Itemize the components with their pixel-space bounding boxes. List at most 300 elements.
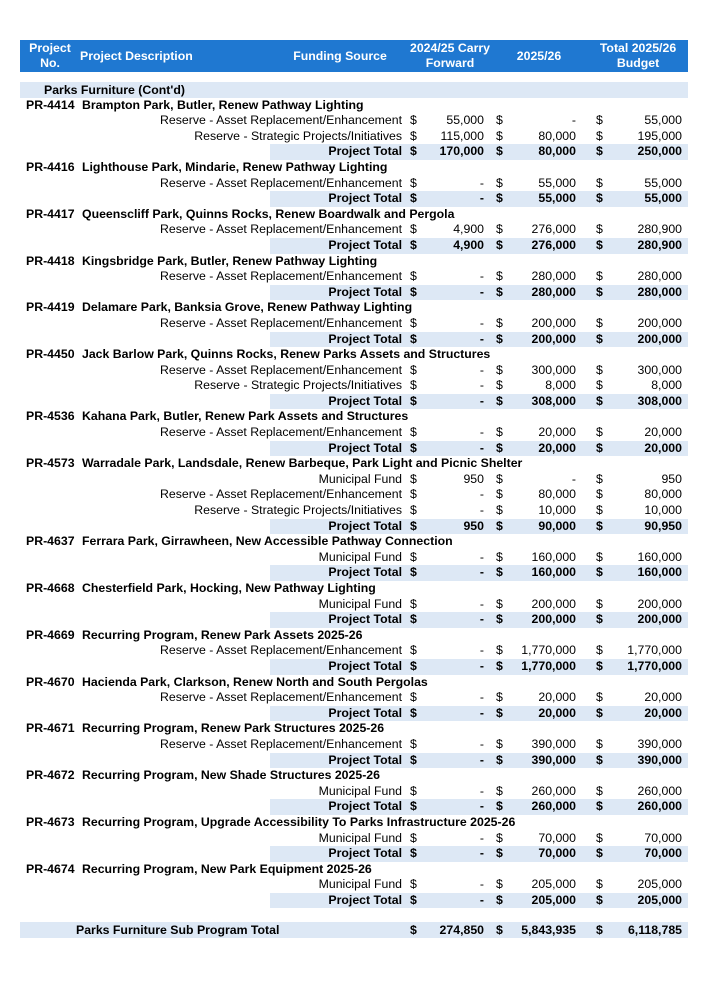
currency-symbol: $ — [410, 892, 417, 907]
project-code: PR-4417 — [26, 206, 75, 221]
funding-source: Municipal Fund — [318, 596, 402, 611]
funding-row — [20, 316, 688, 332]
currency-symbol: $ — [410, 175, 417, 190]
year-value: 1,770,000 — [521, 643, 576, 658]
project-description: Queenscliff Park, Quinns Rocks, Renew Boardwalk and Pergola — [82, 206, 455, 221]
currency-symbol: $ — [596, 471, 603, 486]
year-value: 70,000 — [538, 846, 576, 861]
year-value: 260,000 — [531, 799, 576, 814]
project-total-row — [20, 565, 688, 581]
year-value: 200,000 — [531, 315, 576, 330]
currency-symbol: $ — [496, 690, 503, 705]
project-total-label: Project Total — [328, 144, 402, 159]
project-description: Chesterfield Park, Hocking, New Pathway Lighting — [82, 581, 376, 595]
carry-forward-value: - — [479, 658, 484, 673]
currency-symbol: $ — [496, 736, 503, 751]
currency-symbol: $ — [496, 191, 503, 206]
project-row — [20, 207, 688, 223]
project-total-label: Project Total — [328, 658, 402, 673]
currency-symbol: $ — [596, 315, 603, 330]
year-value: 205,000 — [531, 892, 576, 907]
total-budget-value: 250,000 — [637, 144, 682, 159]
table-header — [20, 40, 688, 72]
total-budget-value: 390,000 — [637, 736, 682, 751]
carry-forward-value: - — [479, 846, 484, 861]
currency-symbol: $ — [596, 440, 603, 455]
total-budget-value: 20,000 — [644, 690, 682, 705]
project-code: PR-4573 — [26, 456, 75, 471]
sub-total-carry-forward: 274,850 — [439, 923, 484, 938]
funding-row — [20, 831, 688, 847]
total-budget-value: 300,000 — [637, 362, 682, 377]
currency-symbol: $ — [596, 705, 603, 720]
currency-symbol: $ — [496, 518, 503, 533]
total-budget-value: 70,000 — [644, 830, 682, 845]
year-value: 20,000 — [538, 425, 576, 440]
currency-symbol: $ — [496, 783, 503, 798]
funding-row — [20, 503, 688, 519]
funding-row — [20, 643, 688, 659]
currency-symbol: $ — [410, 846, 417, 861]
currency-symbol: $ — [596, 362, 603, 377]
project-total-label: Project Total — [328, 191, 402, 206]
currency-symbol: $ — [496, 658, 503, 673]
year-value: 20,000 — [538, 690, 576, 705]
project-description: Hacienda Park, Clarkson, Renew North and South Pergolas — [82, 674, 428, 689]
project-total-row — [20, 846, 688, 862]
project-description: Recurring Program, New Shade Structures 2025-26 — [82, 768, 380, 783]
project-rows — [20, 98, 688, 909]
currency-symbol: $ — [596, 783, 603, 798]
currency-symbol: $ — [596, 425, 603, 440]
currency-symbol: $ — [596, 565, 603, 580]
currency-symbol: $ — [496, 487, 503, 502]
project-total-label: Project Total — [328, 331, 402, 346]
carry-forward-value: - — [479, 596, 484, 611]
year-value: - — [571, 113, 576, 128]
funding-source: Reserve - Asset Replacement/Enhancement — [160, 643, 402, 658]
header-total-budget: Total 2025/26 Budget — [599, 41, 677, 70]
funding-source: Municipal Fund — [318, 783, 402, 798]
year-value: 55,000 — [538, 191, 576, 206]
total-budget-value: 950 — [661, 471, 682, 486]
year-value: 80,000 — [538, 487, 576, 502]
carry-forward-value: - — [479, 643, 484, 658]
total-budget-value: 280,000 — [637, 269, 682, 284]
section-title: Parks Furniture (Cont'd) — [44, 83, 185, 97]
currency-symbol: $ — [496, 565, 503, 580]
project-total-row — [20, 394, 688, 410]
project-total-row — [20, 285, 688, 301]
section-title-band — [20, 82, 688, 98]
year-value: 200,000 — [531, 596, 576, 611]
funding-source: Reserve - Asset Replacement/Enhancement — [160, 362, 402, 377]
funding-row — [20, 487, 688, 503]
funding-row — [20, 472, 688, 488]
currency-symbol: $ — [496, 799, 503, 814]
project-description: Jack Barlow Park, Quinns Rocks, Renew Parks Assets and Structures — [82, 347, 491, 362]
total-budget-value: 8,000 — [651, 378, 682, 393]
carry-forward-value: - — [479, 877, 484, 892]
currency-symbol: $ — [410, 393, 417, 408]
year-value: 390,000 — [531, 752, 576, 767]
carry-forward-value: 115,000 — [440, 128, 484, 143]
header-project-description: Project Description — [80, 48, 193, 63]
project-code: PR-4669 — [26, 627, 75, 642]
project-description: Recurring Program, Renew Park Structures 2025-26 — [82, 721, 385, 736]
funding-source: Reserve - Asset Replacement/Enhancement — [160, 175, 402, 190]
currency-symbol: $ — [596, 612, 603, 627]
project-row — [20, 98, 688, 114]
funding-row — [20, 176, 688, 192]
currency-symbol: $ — [596, 191, 603, 206]
currency-symbol: $ — [410, 128, 417, 143]
year-value: - — [571, 471, 576, 486]
total-budget-value: 205,000 — [637, 877, 682, 892]
project-total-label: Project Total — [328, 393, 402, 408]
currency-symbol: $ — [410, 643, 417, 658]
year-value: 280,000 — [531, 269, 576, 284]
currency-symbol: $ — [496, 549, 503, 564]
project-total-row — [20, 441, 688, 457]
carry-forward-value: - — [479, 752, 484, 767]
currency-symbol: $ — [410, 471, 417, 486]
currency-symbol: $ — [596, 144, 603, 159]
currency-symbol: $ — [496, 892, 503, 907]
carry-forward-value: 950 — [463, 471, 484, 486]
currency-symbol: $ — [410, 549, 417, 564]
year-value: 10,000 — [538, 503, 576, 518]
carry-forward-value: 4,900 — [453, 222, 484, 237]
project-total-label: Project Total — [328, 846, 402, 861]
currency-symbol: $ — [596, 487, 603, 502]
currency-symbol: $ — [596, 549, 603, 564]
currency-symbol: $ — [496, 830, 503, 845]
currency-symbol: $ — [410, 237, 417, 252]
carry-forward-value: - — [479, 315, 484, 330]
currency-symbol: $ — [596, 113, 603, 128]
funding-row — [20, 363, 688, 379]
total-budget-value: 200,000 — [637, 331, 682, 346]
year-value: 70,000 — [538, 830, 576, 845]
project-total-label: Project Total — [328, 892, 402, 907]
year-value: 390,000 — [531, 736, 576, 751]
currency-symbol: $ — [410, 487, 417, 502]
currency-symbol: $ — [596, 237, 603, 252]
year-value: 308,000 — [531, 393, 576, 408]
project-total-label: Project Total — [328, 284, 402, 299]
carry-forward-value: - — [479, 799, 484, 814]
project-total-row — [20, 893, 688, 909]
carry-forward-value: - — [479, 565, 484, 580]
funding-row — [20, 425, 688, 441]
carry-forward-value: - — [479, 175, 484, 190]
currency-symbol: $ — [596, 690, 603, 705]
year-value: 205,000 — [531, 877, 576, 892]
project-row — [20, 534, 688, 550]
carry-forward-value: - — [479, 830, 484, 845]
carry-forward-value: - — [479, 191, 484, 206]
currency-symbol: $ — [496, 425, 503, 440]
project-code: PR-4672 — [26, 768, 75, 783]
carry-forward-value: - — [479, 269, 484, 284]
project-description: Recurring Program, Renew Park Assets 2025-26 — [82, 627, 363, 642]
carry-forward-value: - — [479, 378, 484, 393]
project-total-row — [20, 191, 688, 207]
currency-symbol: $ — [596, 752, 603, 767]
funding-row — [20, 690, 688, 706]
carry-forward-value: - — [479, 549, 484, 564]
currency-symbol: $ — [496, 284, 503, 299]
currency-symbol: $ — [496, 503, 503, 518]
total-budget-value: 160,000 — [637, 549, 682, 564]
budget-table — [20, 40, 688, 938]
currency-symbol: $ — [410, 752, 417, 767]
year-value: 1,770,000 — [521, 658, 576, 673]
total-budget-value: 20,000 — [644, 425, 682, 440]
funding-source: Reserve - Strategic Projects/Initiatives — [194, 128, 402, 143]
carry-forward-value: - — [479, 705, 484, 720]
funding-source: Municipal Fund — [318, 471, 402, 486]
funding-source: Municipal Fund — [318, 549, 402, 564]
carry-forward-value: - — [479, 783, 484, 798]
currency-symbol: $ — [410, 315, 417, 330]
currency-symbol: $ — [496, 175, 503, 190]
funding-source: Municipal Fund — [318, 830, 402, 845]
carry-forward-value: - — [479, 487, 484, 502]
currency-symbol: $ — [596, 269, 603, 284]
currency-symbol: $ — [496, 846, 503, 861]
funding-source: Reserve - Asset Replacement/Enhancement — [160, 736, 402, 751]
currency-symbol: $ — [596, 892, 603, 907]
currency-symbol: $ — [596, 923, 603, 938]
year-value: 20,000 — [538, 705, 576, 720]
project-row — [20, 628, 688, 644]
project-code: PR-4536 — [26, 409, 75, 424]
header-project-no: Project No. — [29, 41, 71, 70]
carry-forward-value: - — [479, 425, 484, 440]
carry-forward-value: 950 — [463, 518, 484, 533]
currency-symbol: $ — [410, 799, 417, 814]
funding-source: Reserve - Asset Replacement/Enhancement — [160, 487, 402, 502]
total-budget-value: 260,000 — [637, 783, 682, 798]
total-budget-value: 308,000 — [637, 393, 682, 408]
project-code: PR-4668 — [26, 581, 75, 595]
total-budget-value: 80,000 — [644, 487, 682, 502]
currency-symbol: $ — [496, 705, 503, 720]
currency-symbol: $ — [596, 175, 603, 190]
project-total-label: Project Total — [328, 565, 402, 580]
year-value: 260,000 — [531, 783, 576, 798]
currency-symbol: $ — [410, 378, 417, 393]
carry-forward-value: - — [479, 393, 484, 408]
project-total-label: Project Total — [328, 518, 402, 533]
project-total-row — [20, 519, 688, 535]
project-total-row — [20, 659, 688, 675]
project-total-label: Project Total — [328, 799, 402, 814]
currency-symbol: $ — [496, 440, 503, 455]
project-row — [20, 721, 688, 737]
project-description: Recurring Program, Upgrade Accessibility To Parks Infrastructure 2025-26 — [82, 814, 516, 829]
currency-symbol: $ — [496, 113, 503, 128]
project-total-row — [20, 144, 688, 160]
currency-symbol: $ — [410, 113, 417, 128]
funding-source: Reserve - Asset Replacement/Enhancement — [160, 690, 402, 705]
project-code: PR-4671 — [26, 721, 75, 736]
sub-total-year: 5,843,935 — [521, 923, 576, 938]
currency-symbol: $ — [496, 378, 503, 393]
project-description: Lighthouse Park, Mindarie, Renew Pathway Lighting — [82, 159, 388, 174]
project-total-row — [20, 612, 688, 628]
currency-symbol: $ — [410, 658, 417, 673]
project-row — [20, 409, 688, 425]
total-budget-value: 280,900 — [637, 222, 682, 237]
year-value: 276,000 — [531, 222, 576, 237]
total-budget-value: 55,000 — [644, 113, 682, 128]
project-description: Recurring Program, New Park Equipment 2025-26 — [82, 861, 372, 876]
year-value: 160,000 — [531, 565, 576, 580]
project-code: PR-4416 — [26, 159, 75, 174]
project-total-row — [20, 238, 688, 254]
project-description: Brampton Park, Butler, Renew Pathway Lighting — [82, 97, 364, 112]
currency-symbol: $ — [410, 222, 417, 237]
project-row — [20, 254, 688, 270]
project-code: PR-4673 — [26, 814, 75, 829]
funding-row — [20, 784, 688, 800]
sub-program-total-label: Parks Furniture Sub Program Total — [76, 923, 280, 938]
funding-row — [20, 877, 688, 893]
total-budget-value: 280,000 — [637, 284, 682, 299]
funding-row — [20, 222, 688, 238]
currency-symbol: $ — [596, 643, 603, 658]
year-value: 55,000 — [538, 175, 576, 190]
total-budget-value: 10,000 — [644, 503, 682, 518]
header-funding-source: Funding Source — [293, 48, 387, 63]
project-row — [20, 456, 688, 472]
project-row — [20, 815, 688, 831]
currency-symbol: $ — [596, 128, 603, 143]
year-value: 280,000 — [531, 284, 576, 299]
total-budget-value: 260,000 — [637, 799, 682, 814]
currency-symbol: $ — [496, 128, 503, 143]
project-total-label: Project Total — [328, 705, 402, 720]
carry-forward-value: - — [479, 362, 484, 377]
project-total-row — [20, 706, 688, 722]
project-total-label: Project Total — [328, 440, 402, 455]
currency-symbol: $ — [596, 846, 603, 861]
currency-symbol: $ — [496, 315, 503, 330]
currency-symbol: $ — [596, 393, 603, 408]
carry-forward-value: - — [479, 284, 484, 299]
currency-symbol: $ — [410, 425, 417, 440]
project-code: PR-4637 — [26, 534, 75, 549]
carry-forward-value: 4,900 — [453, 237, 484, 252]
currency-symbol: $ — [596, 877, 603, 892]
project-code: PR-4418 — [26, 253, 75, 268]
carry-forward-value: 55,000 — [446, 113, 484, 128]
currency-symbol: $ — [410, 144, 417, 159]
total-budget-value: 205,000 — [637, 892, 682, 907]
carry-forward-value: - — [479, 690, 484, 705]
total-budget-value: 195,000 — [637, 128, 682, 143]
carry-forward-value: - — [479, 440, 484, 455]
currency-symbol: $ — [596, 222, 603, 237]
funding-source: Municipal Fund — [318, 877, 402, 892]
currency-symbol: $ — [496, 269, 503, 284]
project-row — [20, 300, 688, 316]
sub-program-total-row — [20, 922, 688, 938]
project-total-row — [20, 753, 688, 769]
project-total-label: Project Total — [328, 612, 402, 627]
funding-row — [20, 129, 688, 145]
currency-symbol: $ — [496, 643, 503, 658]
total-budget-value: 200,000 — [637, 596, 682, 611]
currency-symbol: $ — [410, 705, 417, 720]
total-budget-value: 70,000 — [644, 846, 682, 861]
currency-symbol: $ — [410, 440, 417, 455]
funding-source: Reserve - Asset Replacement/Enhancement — [160, 425, 402, 440]
currency-symbol: $ — [496, 596, 503, 611]
year-value: 80,000 — [538, 128, 576, 143]
funding-source: Reserve - Strategic Projects/Initiatives — [194, 503, 402, 518]
project-description: Ferrara Park, Girrawheen, New Accessible Pathway Connection — [82, 534, 453, 549]
total-budget-value: 160,000 — [637, 565, 682, 580]
header-carry-forward: 2024/25 Carry Forward — [410, 41, 490, 70]
total-budget-value: 390,000 — [637, 752, 682, 767]
project-code: PR-4670 — [26, 674, 75, 689]
currency-symbol: $ — [410, 690, 417, 705]
currency-symbol: $ — [496, 144, 503, 159]
total-budget-value: 1,770,000 — [627, 643, 682, 658]
funding-row — [20, 269, 688, 285]
currency-symbol: $ — [496, 362, 503, 377]
currency-symbol: $ — [410, 284, 417, 299]
currency-symbol: $ — [596, 658, 603, 673]
project-total-label: Project Total — [328, 237, 402, 252]
carry-forward-value: - — [479, 892, 484, 907]
funding-source: Reserve - Asset Replacement/Enhancement — [160, 315, 402, 330]
funding-source: Reserve - Asset Replacement/Enhancement — [160, 269, 402, 284]
currency-symbol: $ — [410, 923, 417, 938]
project-row — [20, 581, 688, 597]
project-row — [20, 862, 688, 878]
project-row — [20, 160, 688, 176]
currency-symbol: $ — [496, 237, 503, 252]
total-budget-value: 55,000 — [644, 175, 682, 190]
currency-symbol: $ — [496, 877, 503, 892]
currency-symbol: $ — [596, 331, 603, 346]
project-description: Warradale Park, Landsdale, Renew Barbeque, Park Light and Picnic Shelter — [82, 456, 523, 471]
year-value: 80,000 — [538, 144, 576, 159]
currency-symbol: $ — [410, 362, 417, 377]
project-total-label: Project Total — [328, 752, 402, 767]
project-row — [20, 347, 688, 363]
currency-symbol: $ — [596, 736, 603, 751]
total-budget-value: 200,000 — [637, 315, 682, 330]
currency-symbol: $ — [496, 923, 503, 938]
project-total-row — [20, 799, 688, 815]
funding-row — [20, 378, 688, 394]
currency-symbol: $ — [596, 378, 603, 393]
funding-row — [20, 737, 688, 753]
currency-symbol: $ — [496, 331, 503, 346]
funding-source: Reserve - Strategic Projects/Initiatives — [194, 378, 402, 393]
funding-row — [20, 113, 688, 129]
year-value: 160,000 — [531, 549, 576, 564]
project-code: PR-4419 — [26, 300, 75, 315]
year-value: 300,000 — [531, 362, 576, 377]
currency-symbol: $ — [596, 830, 603, 845]
